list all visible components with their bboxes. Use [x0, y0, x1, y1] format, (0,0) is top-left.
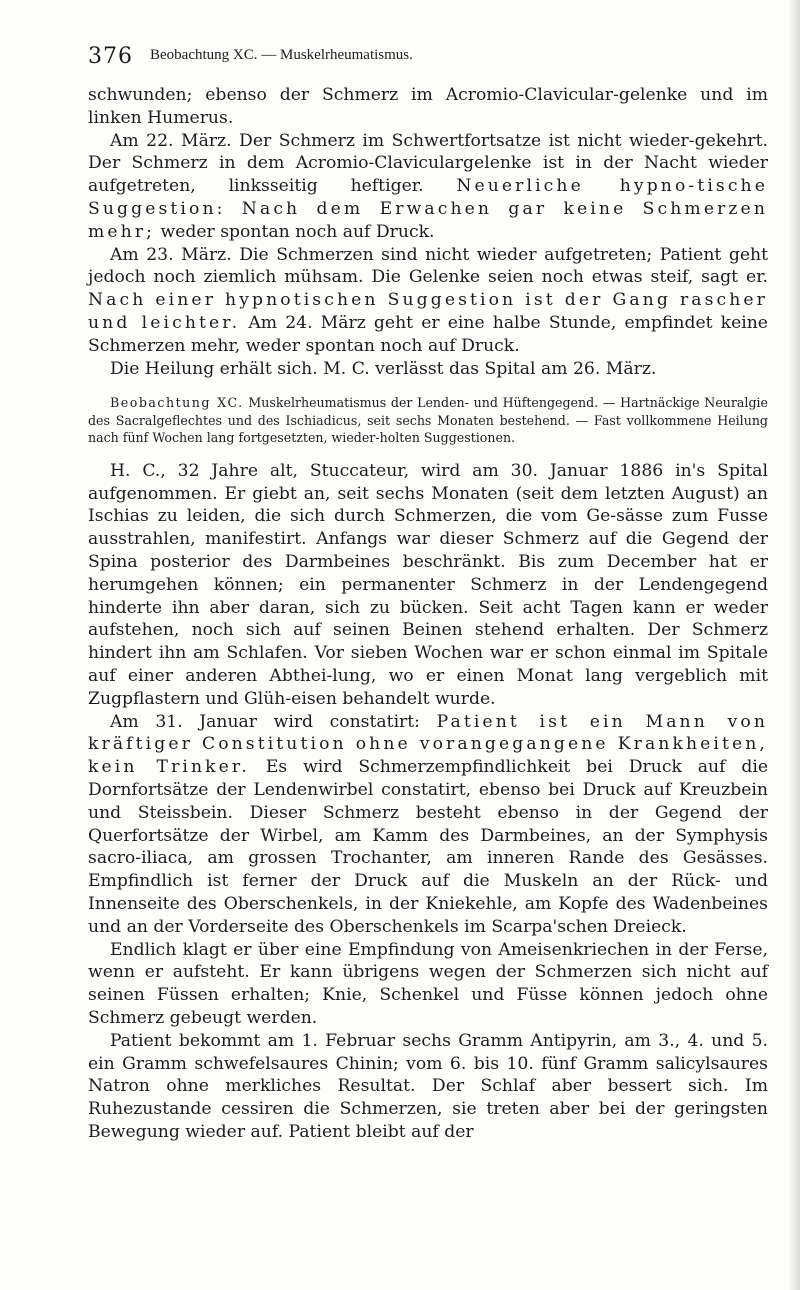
paragraph-admission: [88, 460, 768, 711]
paragraph-symptoms: [88, 939, 768, 1030]
paragraph-march-23: [88, 244, 768, 358]
text-run: Es wird Schmerzempfindlichkeit bei Druck auf die Dornfortsätze der Lendenwirbel constatirt, ebenso bei Druck auf Kreuzbein und Steissbein. Dieser Schmerz besteht ebenso in der Gegend der Querfortsätze der Wirbel, am Kamm des Darmbeines, an der Symphysis sacro-iliaca, am grossen Trochanter, am inneren Rande des Gesässes. Empfindlich ist ferner der Druck auf die Muskeln an der Rück- und Innenseite des Oberschenkels, in der Kniekehle, am Kopfe des Wadenbeines und an der Vorderseite des Oberschenkels im Scarpa'schen Dreieck.: [88, 757, 768, 937]
text-run: weder spontan noch auf Druck.: [155, 221, 435, 242]
text-run: Die Heilung erhält sich. M. C. verlässt das Spital am 26. März.: [110, 358, 657, 379]
case-heading: Beobachtung XC.: [110, 395, 244, 411]
text-run: Am 23. März. Die Schmerzen sind nicht wieder aufgetreten; Patient geht jedoch noch ziemlich mühsam. Die Gelenke seien noch etwas steif, sagt er.: [88, 244, 768, 288]
text-run: schwunden; ebenso der Schmerz im Acromio-Clavicular-gelenke und im linken Humerus.: [88, 85, 768, 128]
paragraph-treatment: [88, 1030, 768, 1144]
running-title: Beobachtung XC. — Muskelrheumatismus.: [150, 47, 413, 63]
case-summary: [88, 394, 768, 447]
paragraph-jan-31: [88, 711, 768, 939]
page-edge-shadow: [788, 0, 800, 1290]
spaced-emphasis: Patient ist ein Mann von kräftiger Constitution ohne vorangegangene Krankheiten, kein Trinker.: [88, 711, 768, 778]
case-summary-text: Muskelrheumatismus der Lenden- und Hüftengegend. — Hartnäckige Neuralgie des Sacralgeflechtes und des Ischiadicus, seit sechs Monaten bestehend. — Fast vollkommene Heilung nach fünf Wochen lang fortgesetzten, wieder-holten Suggestionen.: [88, 395, 768, 446]
spaced-emphasis: Neuerliche hypno-tische Suggestion: Nach dem Erwachen gar keine Schmerzen mehr;: [88, 176, 768, 242]
paragraph-march-22: [88, 130, 768, 244]
body-text: [88, 84, 768, 1144]
text-run: Endlich klagt er über eine Empfindung von Ameisenkriechen in der Ferse, wenn er aufsteht. Er kann übrigens wegen der Schmerzen sich nicht auf seinen Füssen erhalten; Knie, Schenkel und Füsse können jedoch ohne Schmerz gebeugt werden.: [88, 939, 768, 1028]
text-run: H. C., 32 Jahre alt, Stuccateur, wird am 30. Januar 1886 in's Spital aufgenommen. Er giebt an, seit sechs Monaten (seit dem letzten August) an Ischias zu leiden, die sich durch Schmerzen, die vom Ge-sässe zum Fusse ausstrahlen, manifestirt. Anfangs war dieser Schmerz auf die Gegend der Spina posterior des Darmbeines beschränkt. Bis zum December hat er herumgehen können; ein permanenter Schmerz in der Lendengegend hinderte ihn aber daran, sich zu bücken. Seit acht Tagen kann er weder aufstehen, noch sich auf seinen Beinen stehend erhalten. Der Schmerz hindert ihn am Schlafen. Vor sieben Wochen war er schon einmal im Spitale auf einer anderen Abthei-lung, wo er einen Monat lang vergeblich mit Zugpflastern und Glüh-eisen behandelt wurde.: [88, 460, 768, 709]
text-run: Am 31. Januar wird constatirt:: [110, 711, 437, 732]
page-number: 376: [88, 44, 133, 69]
paragraph-continuation: [88, 84, 768, 130]
paragraph-healing: [88, 358, 768, 381]
text-run: Patient bekommt am 1. Februar sechs Gramm Antipyrin, am 3., 4. und 5. ein Gramm schwefelsaures Chinin; vom 6. bis 10. fünf Gramm salicylsaures Natron ohne merkliches Resultat. Der Schlaf aber bessert sich. Im Ruhezustande cessiren die Schmerzen, sie treten aber bei der geringsten Bewegung wieder auf. Patient bleibt auf der: [88, 1030, 768, 1142]
text-run: Am 22. März. Der Schmerz im Schwertfortsatze ist nicht wieder-gekehrt. Der Schmerz in dem Acromio-Claviculargelenke ist in der Nacht wieder aufgetreten, linksseitig heftiger.: [88, 130, 768, 197]
text-run: Am 24. März geht er eine halbe Stunde, empfindet keine Schmerzen mehr, weder spontan noch auf Druck.: [88, 312, 768, 356]
spaced-emphasis: Nach einer hypnotischen Suggestion ist der Gang rascher und leichter.: [88, 290, 768, 333]
page-header: [88, 44, 768, 74]
